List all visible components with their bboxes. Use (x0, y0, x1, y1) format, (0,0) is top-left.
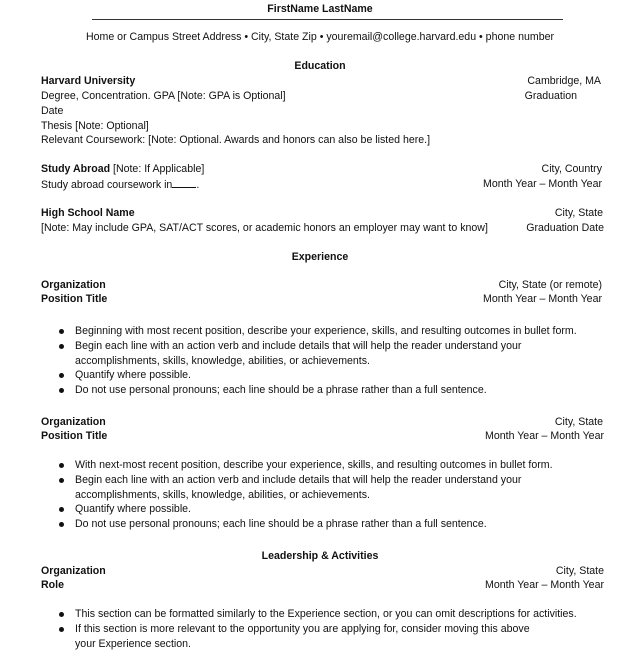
leadership-bullet-1: This section can be formatted similarly to the Experience section, or you can omit descriptions for activities. (75, 608, 577, 620)
experience-1-bullet-2-cont: accomplishments, skills, knowledge, abilities, or achievements. (75, 355, 370, 367)
fill-in-blank (172, 179, 196, 188)
experience-1-title: Position Title (41, 293, 108, 305)
experience-1-org: Organization (41, 279, 106, 291)
study-abroad-line (41, 164, 204, 175)
leadership-bullet-2: If this section is more relevant to the opportunity you are applying for, consider moving this above (75, 623, 530, 635)
experience-2-bullet-2-cont: accomplishments, skills, knowledge, abilities, or achievements. (75, 489, 370, 501)
experience-2-bullet-2: Begin each line with an action verb and include details that will help the reader understand your (75, 474, 522, 486)
bullet-marker (59, 522, 64, 527)
university-location: Cambridge, MA (527, 75, 601, 87)
experience-heading: Experience (291, 251, 349, 263)
high-school-name: High School Name (41, 207, 135, 219)
high-school-graduation: Graduation Date (526, 222, 604, 234)
experience-2-bullet-4: Do not use personal pronouns; each line should be a phrase rather than a full sentence. (75, 518, 487, 530)
experience-1-dates: Month Year – Month Year (483, 293, 602, 305)
experience-2-location: City, State (554, 416, 603, 428)
bullet-marker (59, 373, 64, 378)
experience-1-bullet-2: Begin each line with an action verb and include details that will help the reader understand your (75, 340, 522, 352)
experience-2-org: Organization (41, 416, 106, 428)
study-abroad-dates: Month Year – Month Year (483, 178, 602, 190)
experience-1-bullet-4: Do not use personal pronouns; each line should be a phrase rather than a full sentence. (75, 384, 487, 396)
bullet-marker (59, 612, 64, 617)
bullet-marker (59, 344, 64, 349)
bullet-marker (59, 463, 64, 468)
bullet-marker (59, 478, 64, 483)
header-divider (92, 19, 563, 20)
study-abroad-coursework-suffix: . (196, 179, 200, 191)
experience-2-bullet-3: Quantify where possible. (75, 503, 192, 515)
study-abroad-note: [Note: If Applicable] (110, 163, 205, 175)
study-abroad-coursework-prefix: Study abroad coursework in (41, 179, 173, 191)
leadership-dates: Month Year – Month Year (485, 579, 604, 591)
experience-2-title: Position Title (41, 430, 108, 442)
degree-line: Degree, Concentration. GPA [Note: GPA is Optional] (41, 90, 286, 102)
bullet-marker (59, 627, 64, 632)
experience-1-location: City, State (or remote) (498, 279, 602, 291)
thesis-line: Thesis [Note: Optional] (41, 120, 149, 132)
study-abroad-location: City, Country (541, 163, 602, 175)
high-school-note: [Note: May include GPA, SAT/ACT scores, or academic honors an employer may want to know] (41, 222, 488, 234)
contact-line: Home or Campus Street Address • City, State Zip • youremail@college.harvard.edu • phone number (85, 31, 555, 43)
leadership-org: Organization (41, 565, 106, 577)
university-name: Harvard University (41, 75, 136, 87)
leadership-bullet-2-cont: your Experience section. (75, 638, 192, 650)
education-heading: Education (294, 60, 346, 72)
date-line: Date (41, 105, 64, 117)
study-abroad-coursework (41, 179, 199, 191)
bullet-marker (59, 388, 64, 393)
resume-name: FirstName LastName (267, 3, 373, 15)
coursework-line: Relevant Coursework: [Note: Optional. Awards and honors can also be listed here.] (41, 134, 431, 146)
bullet-marker (59, 507, 64, 512)
experience-2-bullet-1: With next-most recent position, describe your experience, skills, and resulting outcomes in bullet form. (75, 459, 553, 471)
leadership-location: City, State (555, 565, 604, 577)
graduation-label: Graduation (524, 90, 577, 102)
leadership-heading: Leadership & Activities (261, 550, 379, 562)
experience-1-bullet-3: Quantify where possible. (75, 369, 192, 381)
study-abroad-name: Study Abroad (41, 163, 111, 175)
experience-2-dates: Month Year – Month Year (485, 430, 604, 442)
bullet-marker (59, 329, 64, 334)
leadership-role: Role (41, 579, 64, 591)
high-school-location: City, State (554, 207, 603, 219)
experience-1-bullet-1: Beginning with most recent position, describe your experience, skills, and resulting outcomes in bullet form. (75, 325, 577, 337)
